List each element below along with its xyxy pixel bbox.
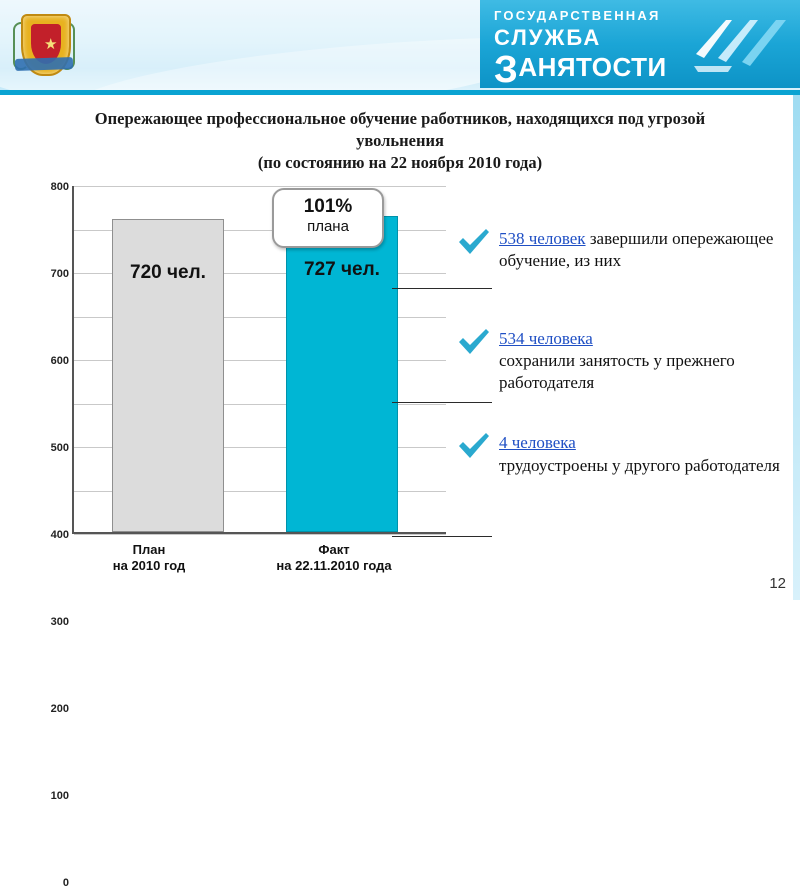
y-axis-tick-label: 0 <box>62 877 69 889</box>
page-number: 12 <box>769 575 786 592</box>
logo-line-1: ГОСУДАРСТВЕННАЯ <box>494 8 661 23</box>
note-1-lead: 538 человек <box>499 229 586 248</box>
bar-value-label: 727 чел. <box>304 258 380 280</box>
employment-service-logo <box>480 0 800 91</box>
ribbon-icon <box>15 57 73 71</box>
wing-mark-icon <box>692 14 788 74</box>
check-icon <box>457 432 491 462</box>
note-3-lead: 4 человека <box>499 433 576 453</box>
y-axis-tick-label: 800 <box>50 181 69 193</box>
y-axis-tick-label: 600 <box>50 355 69 367</box>
note-1-rest: завершили опережающее обучение, из них <box>499 229 774 271</box>
note-2-rest: сохранили занятость у прежнего работодателя <box>499 351 735 393</box>
bar-plan <box>112 219 224 532</box>
note-other-employer <box>455 432 795 476</box>
grid-line <box>50 181 446 193</box>
y-axis-tick-label: 400 <box>50 529 69 541</box>
check-icon <box>457 228 491 258</box>
logo-text-block <box>494 8 704 91</box>
y-axis-tick-label: 700 <box>50 268 69 280</box>
x-axis-label-fact: Факт на 22.11.2010 года <box>276 542 392 574</box>
note-3-rest: трудоустроены у другого работодателя <box>499 455 780 475</box>
connector-line-3 <box>392 536 492 537</box>
logo-big-letter: З <box>494 49 519 91</box>
check-icon <box>457 328 491 358</box>
title-line-3: (по состоянию на 22 ноября 2010 года) <box>257 152 543 172</box>
percent-value: 101% <box>303 196 353 217</box>
y-axis-tick-label: 300 <box>50 616 69 628</box>
coat-of-arms-emblem <box>13 8 75 84</box>
header-underline <box>0 90 800 95</box>
title-line-2: увольнения <box>356 130 444 150</box>
note-2-lead: 534 человека <box>499 329 593 349</box>
bar-value-label: 720 чел. <box>130 261 206 283</box>
logo-line-2: СЛУЖБА <box>494 25 602 50</box>
logo-line-3-rest: АНЯТОСТИ <box>518 52 667 82</box>
y-axis-tick-label: 500 <box>50 442 69 454</box>
star-icon: ★ <box>44 37 58 53</box>
title-line-1: Опережающее профессиональное обучение работников, находящихся под угрозой <box>94 109 706 128</box>
y-axis-tick-label: 200 <box>50 703 69 715</box>
logo-line-3 <box>494 49 704 91</box>
note-completed-training <box>455 228 795 272</box>
percent-caption: плана <box>307 218 349 235</box>
note-kept-employment <box>455 328 795 394</box>
page-title <box>40 108 760 173</box>
bar-chart <box>28 181 458 889</box>
results-notes <box>455 228 795 499</box>
y-axis-tick-label: 100 <box>50 790 69 802</box>
bar-fact <box>286 216 398 532</box>
x-axis-label-plan: План на 2010 год <box>112 542 186 574</box>
percent-of-plan-callout <box>272 188 384 248</box>
